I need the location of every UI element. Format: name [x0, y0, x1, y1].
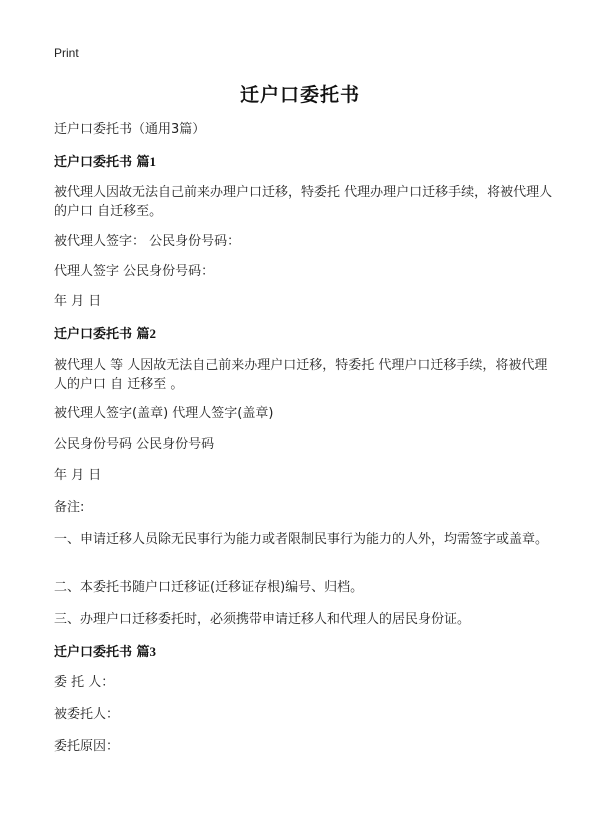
section-heading-text: 迁户口委托书 篇 [54, 327, 150, 342]
section-heading-number: 3 [149, 644, 157, 659]
section-2-paragraph: 三、办理户口迁移委托时，必须携带申请迁移人和代理人的居民身份证。 [54, 612, 471, 627]
section-heading-text: 迁户口委托书 篇 [54, 645, 150, 660]
section-1-paragraph: 被代理人因故无法自己前来办理户口迁移，特委托 代理办理户口迁移手续，将被代理人的户口 自迁移至。 [54, 185, 553, 219]
section-1-paragraph: 代理人签字 公民身份号码： [54, 264, 215, 279]
section-1-paragraph: 被代理人签字： 公民身份号码： [54, 234, 241, 249]
section-3-paragraph: 委托原因： [54, 739, 120, 754]
section-2-paragraph: 年 月 日 [54, 468, 102, 483]
section-1-paragraph: 年 月 日 [54, 294, 102, 309]
section-2-paragraph: 被代理人签字(盖章) 代理人签字(盖章) [54, 406, 274, 421]
section-2-paragraph: 一、申请迁移人员除无民事行为能力或者限制民事行为能力的人外，均需签字或盖章。 [54, 532, 549, 547]
section-1-heading [54, 152, 554, 172]
section-heading-number: 2 [149, 326, 157, 341]
section-2-paragraph: 二、本委托书随户口迁移证(迁移证存根)编号、归档。 [54, 580, 364, 595]
section-heading-number: 1 [149, 154, 157, 169]
section-2-heading [54, 324, 554, 344]
section-3-paragraph: 被委托人： [54, 707, 120, 722]
section-2-paragraph: 备注: [54, 500, 85, 515]
section-2-paragraph: 公民身份号码 公民身份号码 [54, 437, 215, 452]
section-heading-text: 迁户口委托书 篇 [54, 155, 150, 170]
print-label: Print [54, 46, 79, 60]
section-3-heading [54, 642, 554, 662]
section-3-paragraph: 委 托 人： [54, 675, 115, 690]
document-subtitle: 迁户口委托书（通用3篇） [54, 122, 206, 137]
section-2-paragraph: 被代理人 等 人因故无法自己前来办理户口迁移，特委托 代理户口迁移手续，将被代理人的户口 自 迁移至 。 [54, 358, 548, 392]
document-title: 迁户口委托书 [239, 84, 360, 106]
